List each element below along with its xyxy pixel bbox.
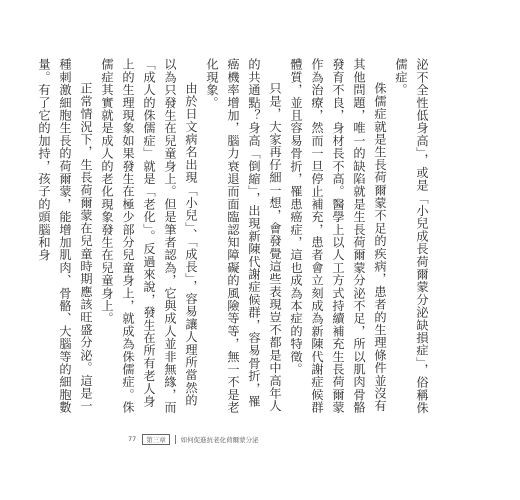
paragraph-3: 只是，大家再仔細一想，會發覺這些表現豈不都是中高年人的共通點？身高「倒縮」，出現新陳代謝症候群，容易骨折，罹癌機率增加，腦力衰退而面臨認知障礙的風險等等，無一不是老化現象。: [205, 58, 282, 414]
paragraph-2: 侏儒症就是生長荷爾蒙不足的疾病，患者的生理條件並沒有其他問題，唯一的缺陷就是生長荷爾蒙分泌不足，所以肌肉骨骼發育不良，身材長不高。醫學上以人工方式持續補充生長荷爾蒙作為治療，然而一旦停止補充，患者會立刻成為新陳代謝症候群體質，並且容易骨折，罹患癌症，這也成為本症的特徵。: [289, 58, 387, 414]
paragraph-4: 由於日文病名出現「小兒」、「成長」，容易讓人理所當然的以為只發生在兒童身上。但是筆者認為，它與成人並非無緣，而「成人的侏儒症」就是「老化」。反過來說，發生在所有老人身上的生理現象如果發生在極少部分兒童身上，就成為侏儒症。侏儒症其實就是成人的老化現象發生在兒童身上。: [100, 58, 198, 414]
footer-divider: [175, 435, 176, 444]
page-footer: [128, 432, 259, 446]
paragraph-5: 正常情況下，生長荷爾蒙在兒童時期應該旺盛分泌。這是一種刺激細胞生長的荷爾蒙，能增加肌肉、骨骼、大腦等的細胞數量。有了它的加持，孩子的頭腦和身: [37, 58, 93, 414]
page-number: 77: [128, 435, 137, 443]
chapter-label: 第三章: [142, 434, 170, 445]
chapter-title: 如何促進抗老化荷爾蒙分泌: [180, 435, 259, 444]
paragraph-1: 泌不全性低身高」，或是「小兒成長荷爾蒙分泌缺損症」，俗稱侏儒症。: [394, 58, 429, 415]
vertical-body-text: [37, 58, 432, 418]
